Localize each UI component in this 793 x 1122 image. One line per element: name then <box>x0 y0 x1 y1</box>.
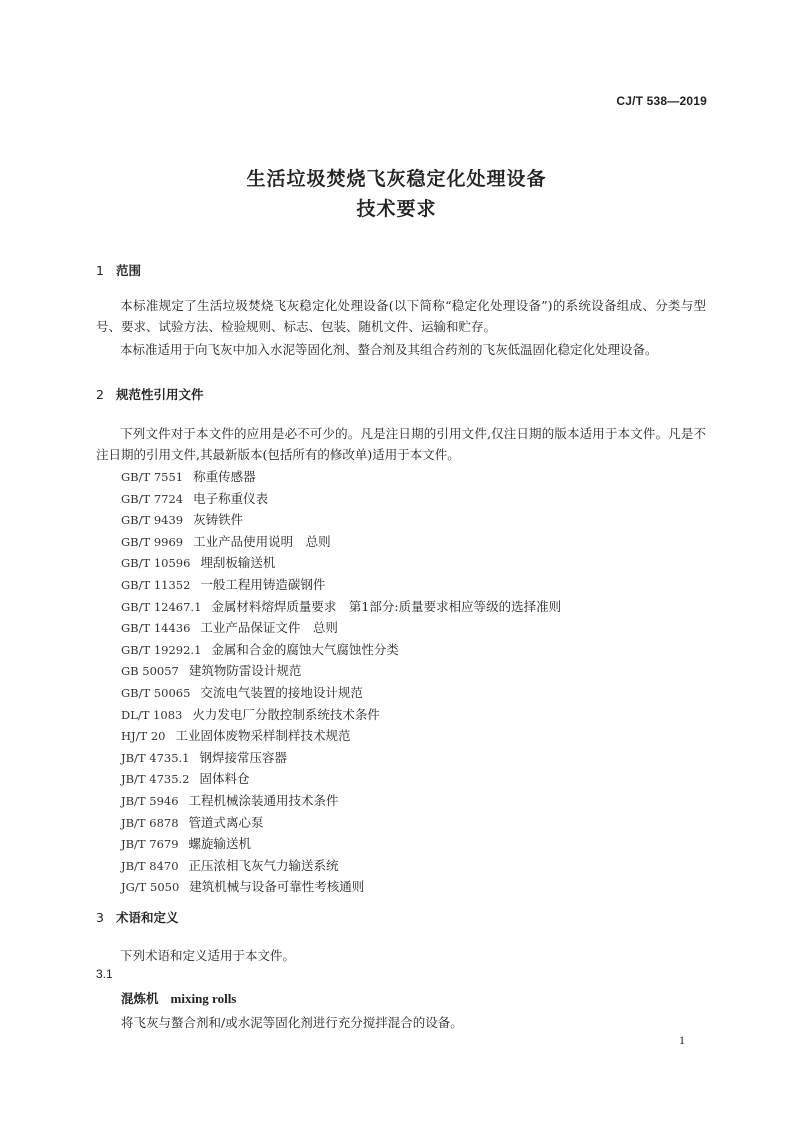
scope-paragraph-1: 本标准规定了生活垃圾焚烧飞灰稳定化处理设备(以下简称“稳定化处理设备”)的系统设备组成、分类与型号、要求、试验方法、检验规则、标志、包装、随机文件、运输和贮存。 <box>96 298 706 334</box>
reference-code: GB/T 19292.1 <box>121 642 202 657</box>
reference-title: 埋刮板输送机 <box>200 555 276 571</box>
document-subtitle: 技术要求 <box>356 198 437 220</box>
normative-refs-intro: 下列文件对于本文件的应用是必不可少的。凡是注日期的引用文件,仅注日期的版本适用于本文件。凡是不注日期的引用文件,其最新版本(包括所有的修改单)适用于本文件。 <box>96 426 706 462</box>
reference-code: GB/T 9439 <box>121 513 184 528</box>
reference-item <box>121 574 561 596</box>
reference-title: 金属和合金的腐蚀大气腐蚀性分类 <box>211 641 399 657</box>
reference-list <box>121 466 561 898</box>
reference-item <box>121 509 561 531</box>
reference-title: 金属材料熔焊质量要求 第1部分:质量要求相应等级的选择准则 <box>211 598 562 614</box>
reference-code: DL/T 1083 <box>121 707 183 722</box>
standard-code: CJ/T 538—2019 <box>616 94 707 108</box>
section-number: 1 <box>96 263 104 278</box>
terms-intro: 下列术语和定义适用于本文件。 <box>120 948 296 963</box>
term-english: mixing rolls <box>170 991 237 1006</box>
reference-code: GB/T 9969 <box>121 534 184 549</box>
reference-item <box>121 531 561 553</box>
term-chinese: 混炼机 <box>121 991 159 1006</box>
reference-item <box>121 812 561 834</box>
term-entry <box>121 989 236 1007</box>
reference-code: GB/T 14436 <box>121 621 191 636</box>
term-definition: 将飞灰与螯合剂和/或水泥等固化剂进行充分搅拌混合的设备。 <box>121 1015 463 1030</box>
section-number: 3 <box>96 910 104 925</box>
section-heading-terms <box>96 908 179 926</box>
reference-item <box>121 639 561 661</box>
reference-title: 管道式离心泵 <box>188 814 264 830</box>
reference-title: 火力发电厂分散控制系统技术条件 <box>192 706 380 722</box>
reference-item <box>121 747 561 769</box>
reference-code: GB/T 10596 <box>121 556 191 571</box>
reference-item <box>121 466 561 488</box>
reference-code: GB/T 50065 <box>121 685 191 700</box>
reference-code: GB 50057 <box>121 664 179 679</box>
reference-code: JB/T 4735.1 <box>121 750 190 765</box>
reference-title: 工业产品保证文件 总则 <box>200 620 338 636</box>
reference-item <box>121 855 561 877</box>
reference-title: 电子称重仪表 <box>193 490 269 506</box>
reference-item <box>121 833 561 855</box>
reference-title: 正压浓相飞灰气力输送系统 <box>188 857 339 873</box>
term-number: 3.1 <box>96 967 113 981</box>
reference-code: JG/T 5050 <box>121 880 180 895</box>
reference-title: 灰铸铁件 <box>193 512 244 528</box>
reference-item <box>121 768 561 790</box>
reference-code: GB/T 7724 <box>121 491 184 506</box>
document-title: 生活垃圾焚烧飞灰稳定化处理设备 <box>246 168 547 190</box>
reference-code: JB/T 6878 <box>121 815 179 830</box>
reference-title: 建筑物防雷设计规范 <box>188 663 302 679</box>
reference-item <box>121 617 561 639</box>
reference-item <box>121 552 561 574</box>
reference-code: GB/T 7551 <box>121 470 184 484</box>
reference-title: 钢焊接常压容器 <box>199 749 288 765</box>
reference-title: 建筑机械与设备可靠性考核通则 <box>189 879 365 895</box>
reference-title: 交流电气装置的接地设计规范 <box>200 684 363 700</box>
section-title: 规范性引用文件 <box>116 387 204 402</box>
reference-item <box>121 876 561 898</box>
reference-code: GB/T 12467.1 <box>121 599 202 614</box>
reference-title: 螺旋输送机 <box>188 836 252 852</box>
reference-item <box>121 790 561 812</box>
reference-code: JB/T 8470 <box>121 858 179 873</box>
reference-code: JB/T 7679 <box>121 837 179 852</box>
scope-paragraph-2: 本标准适用于向飞灰中加入水泥等固化剂、螯合剂及其组合药剂的飞灰低温固化稳定化处理设备。 <box>120 342 658 357</box>
reference-item <box>121 704 561 726</box>
reference-item <box>121 682 561 704</box>
reference-code: GB/T 11352 <box>121 577 191 592</box>
reference-title: 一般工程用铸造碳钢件 <box>200 576 326 592</box>
reference-item <box>121 488 561 510</box>
reference-item <box>121 596 561 618</box>
reference-code: JB/T 5946 <box>121 793 179 808</box>
section-number: 2 <box>96 387 104 402</box>
reference-code: JB/T 4735.2 <box>121 772 190 787</box>
reference-title: 工业产品使用说明 总则 <box>193 533 331 549</box>
reference-code: HJ/T 20 <box>121 729 166 744</box>
section-title: 范围 <box>116 263 142 278</box>
section-heading-scope <box>96 261 141 279</box>
reference-title: 工业固体废物采样制样技术规范 <box>175 728 351 744</box>
section-heading-normative-refs <box>96 385 204 403</box>
reference-title: 固体料仓 <box>199 771 250 787</box>
section-title: 术语和定义 <box>116 910 179 925</box>
reference-title: 称重传感器 <box>193 469 256 484</box>
page-number: 1 <box>679 1033 685 1047</box>
reference-item <box>121 725 561 747</box>
reference-title: 工程机械涂装通用技术条件 <box>188 792 339 808</box>
reference-item <box>121 660 561 682</box>
